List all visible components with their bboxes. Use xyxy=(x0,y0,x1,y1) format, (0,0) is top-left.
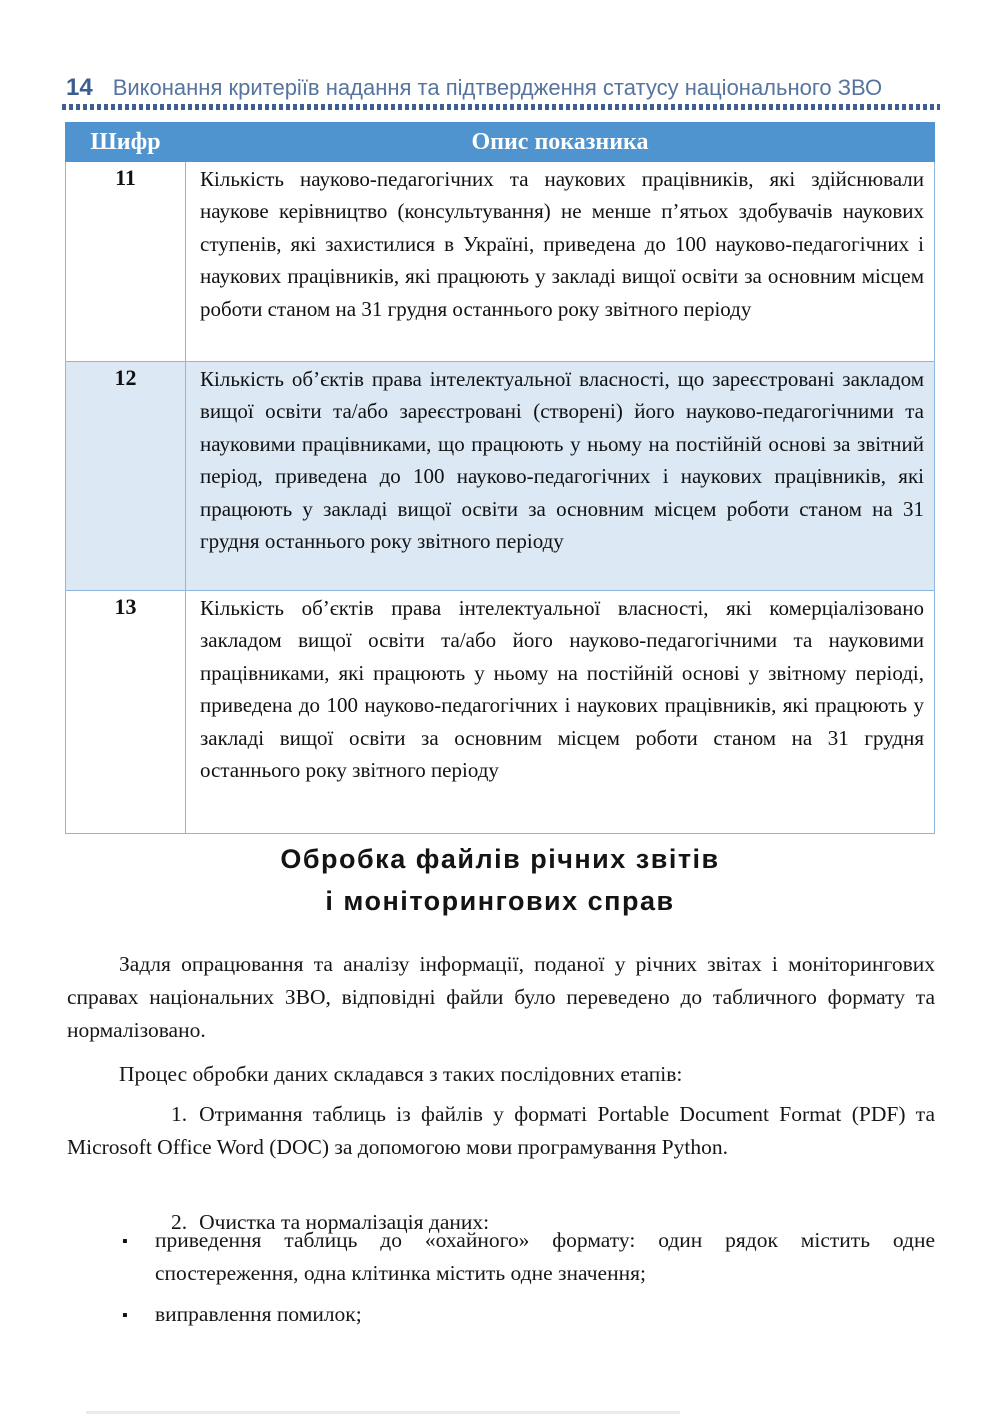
item-number: 1. xyxy=(171,1101,188,1126)
process-paragraph: Процес обробки даних складався з таких послідовних етапів: xyxy=(119,1061,683,1086)
row-code: 13 xyxy=(66,591,186,834)
table-row xyxy=(66,162,935,362)
bullet-square-icon: ▪ xyxy=(122,1307,128,1324)
item-text: Очистка та нормалізація даних: xyxy=(199,1209,490,1234)
row-code: 11 xyxy=(66,162,186,362)
section-heading xyxy=(0,838,1000,922)
bullet-item xyxy=(120,1224,935,1290)
indicators-table xyxy=(65,122,935,834)
intro-paragraph: Задля опрацювання та аналізу інформації, поданої у річних звітах і моніторингових справах національних ЗВО, відповідні файли було переведено до табличного формату та нормалізовано. xyxy=(67,951,935,1042)
table-row xyxy=(66,591,935,834)
row-code: 12 xyxy=(66,362,186,591)
running-title: Виконання критеріїв надання та підтвердження статусу національного ЗВО xyxy=(112,75,883,100)
page-number: 14 xyxy=(66,74,93,101)
bullet-square-icon: ▪ xyxy=(122,1233,128,1250)
bullet-text: приведення таблиць до «охайного» формату: один рядок містить одне спостереження, одна клітинка містить одне значення; xyxy=(155,1228,935,1285)
row-description: Кількість об’єктів права інтелектуальної власності, що зареєстровані закладом вищої освіти та/або зареєстровані (створені) його науково-педагогічними та науковими працівниками, що працюють у ньому на постійній основі за звітний період, приведена до 100 науково-педагогічних і наукових працівників, які працюють у закладі вищої освіти за основним місцем роботи станом на 31 грудня останнього року звітного періоду xyxy=(186,362,935,591)
dotted-rule xyxy=(62,104,940,110)
item-text: Отримання таблиць із файлів у форматі Portable Document Format (PDF) та Microsoft Office Word (DOC) за допомогою мови програмування Python. xyxy=(67,1101,935,1159)
table-row xyxy=(66,362,935,591)
heading-line-1: Обробка файлів річних звітів xyxy=(280,844,720,874)
running-header xyxy=(66,74,938,102)
row-description: Кількість науково-педагогічних та наукових працівників, які здійснювали наукове керівництво (консультування) не менше п’ятьох здобувачів наукових ступенів, які захистилися в Україні, приведена до 100 науково-педагогічних і наукових працівників, які працюють у закладі вищої освіти за основним місцем роботи станом на 31 грудня останнього року звітного періоду xyxy=(186,162,935,362)
numbered-item-1 xyxy=(67,1098,935,1164)
table-header-cell-description: Опис показника xyxy=(186,123,935,162)
scan-artifact-line xyxy=(86,1411,680,1414)
item-number: 2. xyxy=(171,1209,188,1234)
heading-line-2: і моніторингових справ xyxy=(325,886,675,916)
row-description: Кількість об’єктів права інтелектуальної власності, які комерціалізовано закладом вищої освіти та/або його науково-педагогічними та науковими працівниками, які працюють у ньому на постійній основі у звітному періоді, приведена до 100 науково-педагогічних і наукових працівників, які працюють у закладі вищої освіти за основним місцем роботи станом на 31 грудня останнього року звітного періоду xyxy=(186,591,935,834)
bullet-item xyxy=(120,1298,935,1331)
bullet-text: виправлення помилок; xyxy=(155,1302,362,1326)
table-header-cell-code: Шифр xyxy=(66,123,186,162)
table-header-row xyxy=(66,123,935,162)
